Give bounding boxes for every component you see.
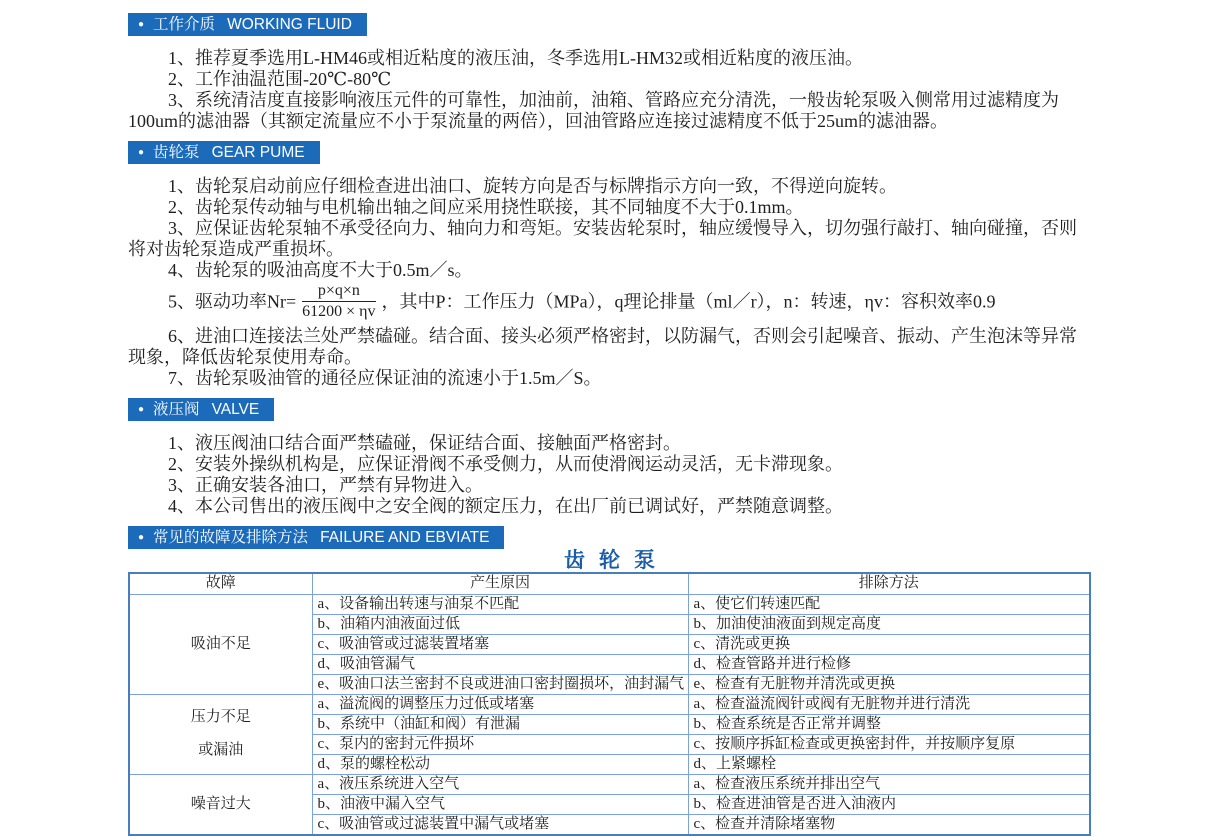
bullet-icon: ● <box>138 19 145 30</box>
cause-cell: a、液压系统进入空气 <box>312 774 688 794</box>
fault-label-line: 或漏油 <box>198 742 244 758</box>
section-valve <box>128 398 1091 517</box>
paragraph: 3、应保证齿轮泵轴不承受径向力、轴向力和弯矩。安装齿轮泵时，轴应缓慢导入，切勿强行敲打、轴向碰撞，否则将对齿轮泵造成严重损坏。 <box>128 218 1077 259</box>
cause-cell: a、设备输出转速与油泵不匹配 <box>312 594 688 614</box>
remedy-cell: c、按顺序拆缸检查或更换密封件，并按顺序复原 <box>688 734 1090 754</box>
section-gear-pump <box>128 141 1091 389</box>
cause-column-header: 产生原因 <box>312 573 688 594</box>
fault-column-header: 故障 <box>129 573 312 594</box>
cause-cell: d、泵的螺栓松动 <box>312 754 688 774</box>
table-title-gear-pump: 齿轮泵 <box>564 548 669 572</box>
cause-cell: c、吸油管或过滤装置堵塞 <box>312 634 688 654</box>
remedy-cell: e、检查有无脏物并清洗或更换 <box>688 674 1090 694</box>
section-banner-failure <box>128 526 504 549</box>
fault-cell: 吸油不足 <box>129 594 312 694</box>
banner-label-zh: 液压阀 <box>153 401 200 418</box>
cause-cell: a、溢流阀的调整压力过低或堵塞 <box>312 694 688 714</box>
formula-fraction <box>302 282 375 321</box>
banner-label-zh: 工作介质 <box>153 16 216 33</box>
section-working-fluid <box>128 13 1091 132</box>
paragraph: 4、本公司售出的液压阀中之安全阀的额定压力，在出厂前已调试好，严禁随意调整。 <box>168 496 843 516</box>
section-banner-working-fluid <box>128 13 367 36</box>
remedy-cell: c、清洗或更换 <box>688 634 1090 654</box>
remedy-cell: a、使它们转速匹配 <box>688 594 1090 614</box>
remedy-cell: a、检查液压系统并排出空气 <box>688 774 1090 794</box>
banner-label-en: VALVE <box>211 401 260 418</box>
failure-table <box>128 572 1091 836</box>
paragraph: 1、液压阀油口结合面严禁磕碰，保证结合面、接触面严格密封。 <box>168 433 681 453</box>
banner-label-en: GEAR PUME <box>211 144 305 161</box>
paragraph: 1、推荐夏季选用L-HM46或相近粘度的液压油，冬季选用L-HM32或相近粘度的液压油。 <box>168 48 863 68</box>
remedy-cell: d、上紧螺栓 <box>688 754 1090 774</box>
remedy-cell: b、加油使油液面到规定高度 <box>688 614 1090 634</box>
cause-cell: c、泵内的密封元件损坏 <box>312 734 688 754</box>
formula-post-text: ，其中P：工作压力（MPa），q理论排量（ml／r），n：转速，ηv：容积效率0.9 <box>381 291 996 312</box>
banner-label-en: WORKING FLUID <box>227 16 352 33</box>
cause-cell: e、吸油口法兰密封不良或进油口密封圈损坏，油封漏气 <box>312 674 688 694</box>
table-header-row <box>129 573 1090 594</box>
bullet-icon: ● <box>138 532 145 543</box>
fault-cell <box>129 694 312 774</box>
section-banner-gear-pump <box>128 141 320 164</box>
cause-cell: c、吸油管或过滤装置中漏气或堵塞 <box>312 814 688 835</box>
paragraph: 3、系统清洁度直接影响液压元件的可靠性，加油前，油箱、管路应充分清洗，一般齿轮泵吸入侧常用过滤精度为100um的滤油器（其额定流量应不小于泵流量的两倍），回油管路应连接过滤精度不低于25um的滤油器。 <box>128 90 1059 131</box>
banner-label-zh: 齿轮泵 <box>153 144 200 161</box>
paragraph: 1、齿轮泵启动前应仔细检查进出油口、旋转方向是否与标牌指示方向一致，不得逆向旋转。 <box>168 176 897 196</box>
section-banner-valve <box>128 398 274 421</box>
cause-cell: b、油箱内油液面过低 <box>312 614 688 634</box>
paragraph: 2、齿轮泵传动轴与电机输出轴之间应采用挠性联接，其不同轴度不大于0.1mm。 <box>168 197 804 217</box>
formula-pre-text: 5、驱动功率Nr= <box>168 291 297 312</box>
fault-label-line: 压力不足 <box>190 709 251 725</box>
fault-cell: 噪音过大 <box>129 774 312 835</box>
formula-numerator: p×q×n <box>302 282 375 302</box>
section-failure-remedy <box>128 526 1091 836</box>
paragraph: 2、工作油温范围-20℃-80℃ <box>168 69 392 89</box>
remedy-cell: a、检查溢流阀针或阀有无脏物并进行清洗 <box>688 694 1090 714</box>
table-row <box>129 594 1090 614</box>
remedy-cell: c、检查并清除堵塞物 <box>688 814 1090 835</box>
bullet-icon: ● <box>138 404 145 415</box>
remedy-cell: d、检查管路并进行检修 <box>688 654 1090 674</box>
paragraph: 2、安装外操纵机构是，应保证滑阀不承受侧力，从而使滑阀运动灵活，无卡滞现象。 <box>168 454 843 474</box>
cause-cell: b、系统中（油缸和阀）有泄漏 <box>312 714 688 734</box>
table-row <box>129 774 1090 794</box>
remedy-cell: b、检查系统是否正常并调整 <box>688 714 1090 734</box>
banner-label-zh: 常见的故障及排除方法 <box>153 529 309 546</box>
banner-label-en: FAILURE AND EBVIATE <box>320 529 490 546</box>
paragraph: 6、进油口连接法兰处严禁磕碰。结合面、接头必须严格密封，以防漏气，否则会引起噪音、振动、产生泡沫等异常现象，降低齿轮泵使用寿命。 <box>128 326 1077 367</box>
cause-cell: d、吸油管漏气 <box>312 654 688 674</box>
bullet-icon: ● <box>138 147 145 158</box>
remedy-cell: b、检查进油管是否进入油液内 <box>688 794 1090 814</box>
table-row <box>129 694 1090 714</box>
paragraph: 3、正确安装各油口，严禁有异物进入。 <box>168 475 483 495</box>
remedy-column-header: 排除方法 <box>688 573 1090 594</box>
paragraph: 7、齿轮泵吸油管的通径应保证油的流速小于1.5m／S。 <box>168 368 602 388</box>
drive-power-formula <box>128 282 1091 325</box>
formula-denominator: 61200 × ηv <box>302 303 376 320</box>
paragraph: 4、齿轮泵的吸油高度不大于0.5m／s。 <box>168 260 473 280</box>
cause-cell: b、油液中漏入空气 <box>312 794 688 814</box>
